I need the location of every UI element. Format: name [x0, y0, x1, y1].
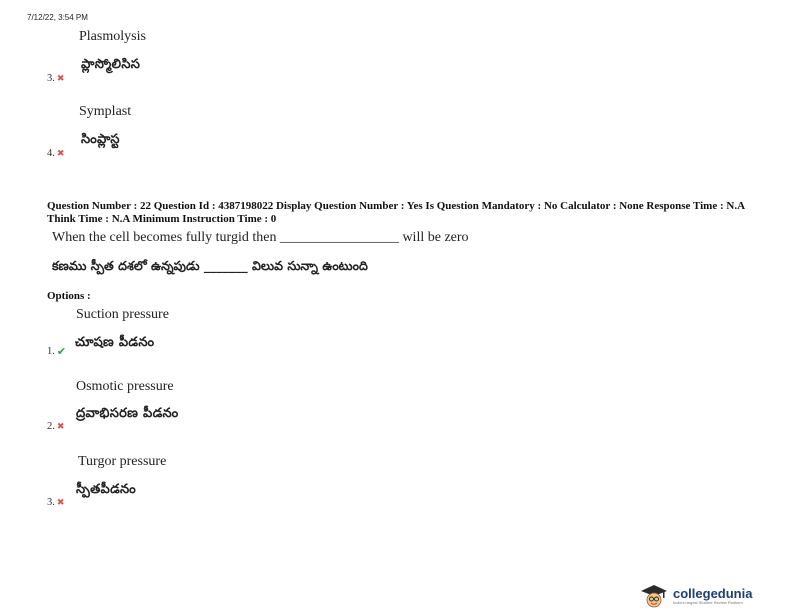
option-number-label: 4.: [47, 148, 55, 159]
logo-name: collegedunia: [673, 585, 753, 601]
options-heading: Options :: [47, 290, 91, 302]
question-text-telugu: కణము స్పీత దశలో ఉన్నపుడు _______ విలువ సున్నా ఉంటుంది: [52, 258, 368, 273]
print-timestamp: 7/12/22, 3:54 PM: [27, 13, 88, 22]
wrong-cross-icon: ✖: [56, 497, 65, 508]
option-1-telugu: చూషణ పీడనం: [75, 335, 155, 350]
option-1-number: [47, 345, 66, 358]
option-3-english: Plasmolysis: [79, 29, 146, 44]
option-number-label: 3.: [47, 497, 55, 508]
question-meta: Question Number : 22 Question Id : 4387198022 Display Question Number : Yes Is Question Mandatory : No Calculator : None Response Time : N.A Think Time : N.A Minimum Instruction Time : 0: [47, 200, 745, 225]
option-number-label: 2.: [47, 421, 55, 432]
option-4-number: [47, 148, 64, 159]
option-3-number: [47, 497, 64, 508]
option-number-label: 3.: [47, 73, 55, 84]
option-3-telugu: ప్లాస్మోలిసిస: [81, 57, 141, 72]
option-number-label: 1.: [47, 346, 55, 357]
option-3-number: [47, 73, 64, 84]
option-3-telugu: స్పీతపీడనం: [76, 482, 137, 497]
wrong-cross-icon: ✖: [56, 73, 65, 84]
option-4-english: Symplast: [79, 104, 132, 119]
option-2-telugu: ద్రవాభిసరణ పీడనం: [76, 406, 179, 421]
question-text-english: When the cell becomes fully turgid then _________________ will be zero: [52, 230, 469, 245]
option-2-number: [47, 421, 64, 432]
option-3-english: Turgor pressure: [78, 454, 167, 469]
graduate-mascot-icon: [639, 583, 669, 609]
wrong-cross-icon: ✖: [56, 148, 65, 159]
collegedunia-logo: [639, 583, 752, 609]
correct-check-icon: ✔: [56, 345, 67, 358]
logo-tagline: India's largest Student Review Platform: [673, 599, 743, 605]
option-2-english: Osmotic pressure: [76, 379, 174, 394]
option-1-english: Suction pressure: [76, 307, 169, 322]
option-4-telugu: సింప్లాస్ట: [81, 132, 120, 147]
wrong-cross-icon: ✖: [56, 421, 65, 432]
